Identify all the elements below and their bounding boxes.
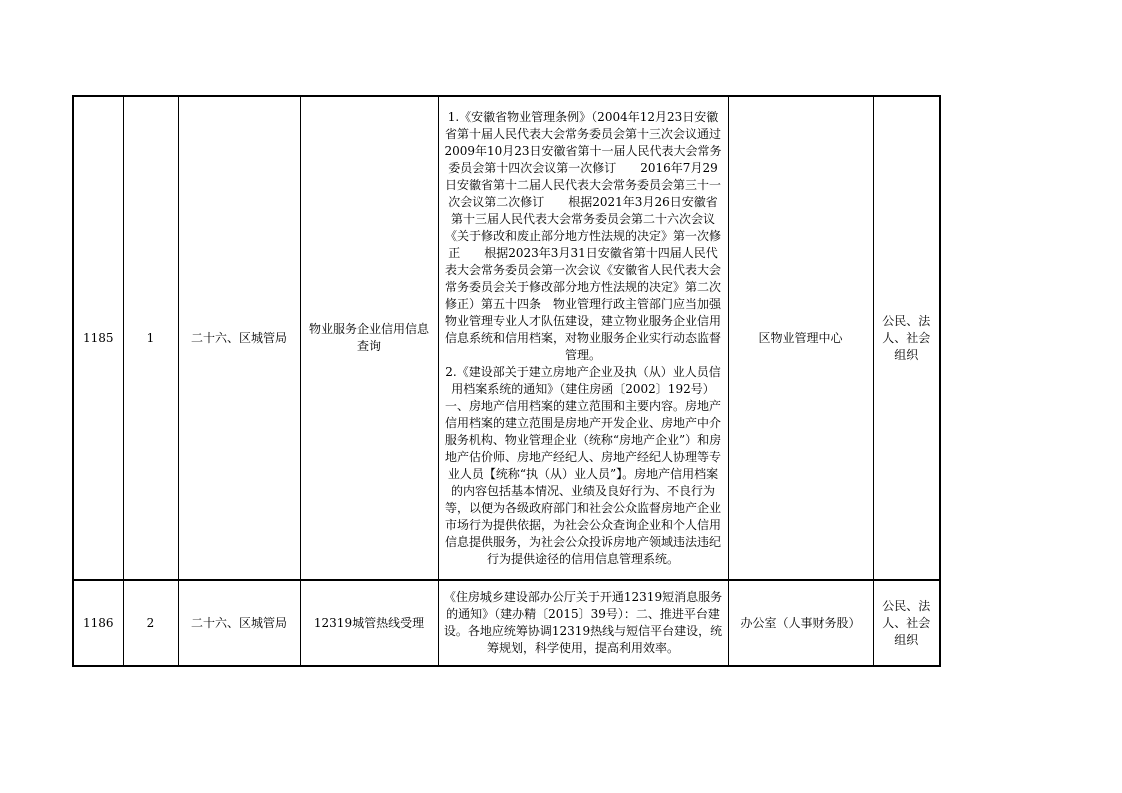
department-cell: 二十六、区城管局 [178,580,300,666]
sequence-number-cell: 1185 [73,96,123,580]
responsible-unit-cell: 区物业管理中心 [728,96,873,580]
item-name-cell: 物业服务企业信用信息查询 [300,96,438,580]
legal-basis-cell: 《住房城乡建设部办公厅关于开通12319短消息服务的通知》（建办精〔2015〕39号）：二、推进平台建设。各地应统筹协调12319热线与短信平台建设，统筹规划，科学使用，提高利用效率。 [438,580,728,666]
responsible-unit-cell: 办公室（人事财务股） [728,580,873,666]
table-row [73,96,940,580]
item-number-cell: 1 [123,96,178,580]
item-number-cell: 2 [123,580,178,666]
service-object-cell: 公民、法人、社会组织 [873,580,940,666]
service-item-table [72,95,941,667]
sequence-number-cell: 1186 [73,580,123,666]
service-object-cell: 公民、法人、社会组织 [873,96,940,580]
item-name-cell: 12319城管热线受理 [300,580,438,666]
legal-basis-cell: 1.《安徽省物业管理条例》（2004年12月23日安徽省第十届人民代表大会常务委员会第十三次会议通过 2009年10月23日安徽省第十一届人民代表大会常务委员会第十四次会议第一次修订 2016年7月29日安徽省第十二届人民代表大会常务委员会第三十一次会议第二次修订 根据2021年3月26日安徽省第十三届人民代表大会常务委员会第二十六次会议《关于修改和废止部分地方性法规的决定》第一次修正 根据2023年3月31日安徽省第十四届人民代表大会常务委员会第一次会议《安徽省人民代表大会常务委员会关于修改部分地方性法规的决定》第二次修正）第五十四条 物业管理行政主管部门应当加强物业管理专业人才队伍建设，建立物业服务企业信用信息系统和信用档案，对物业服务企业实行动态监督管理。 2.《建设部关于建立房地产企业及执（从）业人员信用档案系统的通知》（建住房函〔2002〕192号）一、房地产信用档案的建立范围和主要内容。房地产信用档案的建立范围是房地产开发企业、房地产中介服务机构、物业管理企业（统称“房地产企业”）和房地产估价师、房地产经纪人、房地产经纪人协理等专业人员【统称“执（从）业人员”】。房地产信用档案的内容包括基本情况、业绩及良好行为、不良行为等，以便为各级政府部门和社会公众监督房地产企业市场行为提供依据，为社会公众查询企业和个人信用信息提供服务，为社会公众投诉房地产领域违法违纪行为提供途径的信用信息管理系统。 [438,96,728,580]
table-row [73,580,940,666]
department-cell: 二十六、区城管局 [178,96,300,580]
